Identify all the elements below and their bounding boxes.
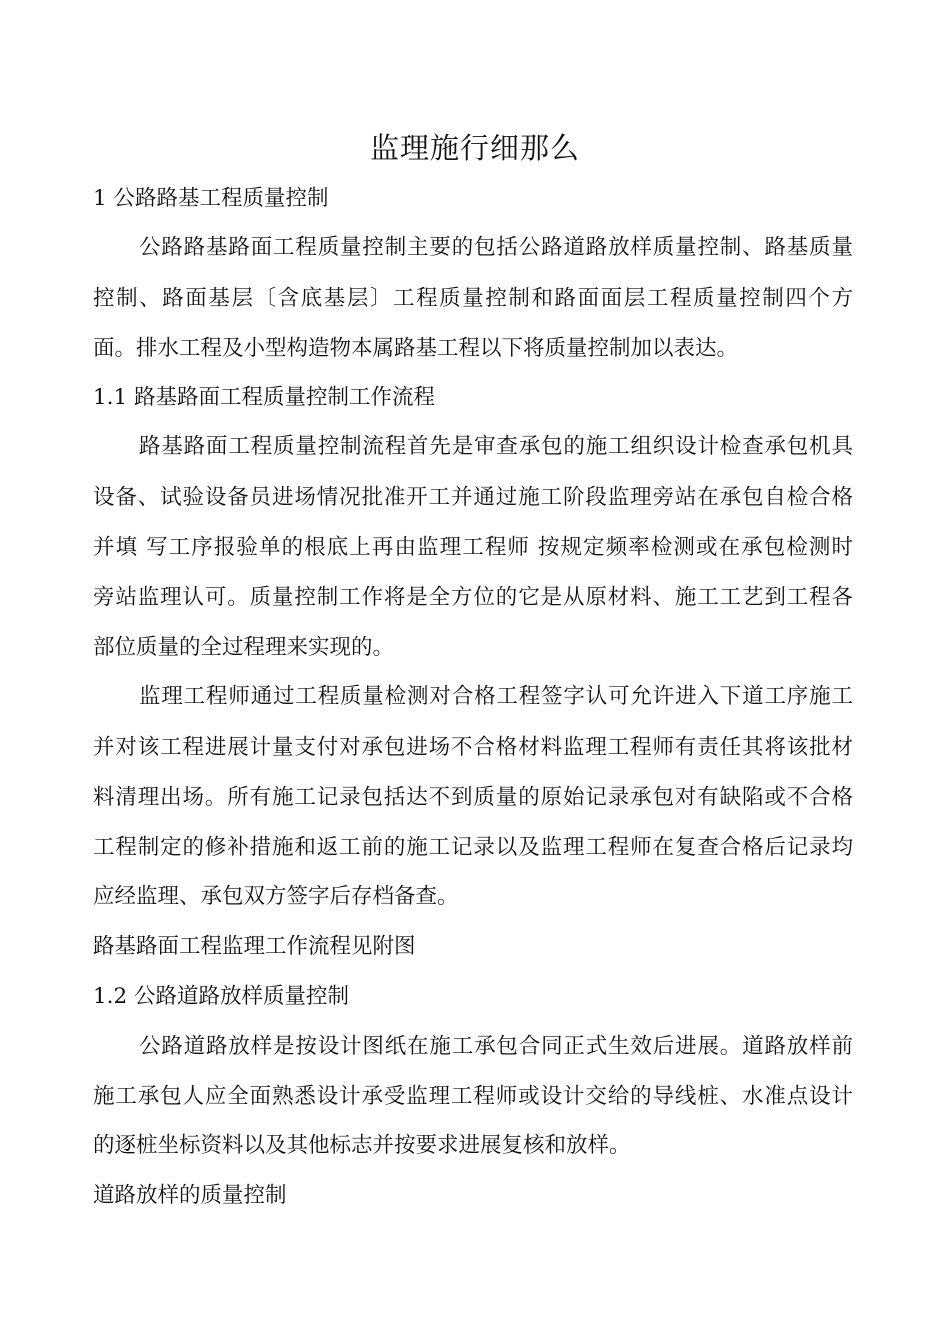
paragraph-line: 设备、试验设备员进场情况批准开工并通过施工阶段监理旁站在承包自检合格 — [93, 485, 853, 510]
paragraph-line: 旁站监理认可。质量控制工作将是全方位的它是从原材料、施工工艺到工程各 — [93, 585, 853, 610]
paragraph-line: 面。排水工程及小型构造物本属路基工程以下将质量控制加以表达。 — [93, 336, 739, 361]
paragraph-line: 料清理出场。所有施工记录包括达不到质量的原始记录承包对有缺陷或不合格 — [93, 785, 853, 810]
flowchart-reference: 路基路面工程监理工作流程见附图 — [93, 934, 416, 959]
paragraph-line: 部位质量的全过程理来实现的。 — [93, 635, 395, 660]
paragraph-line: 监理工程师通过工程质量检测对合格工程签字认可允许进入下道工序施工 — [139, 684, 853, 709]
paragraph-line: 控制、路面基层〔含底基层〕工程质量控制和路面面层工程质量控制四个方 — [93, 286, 853, 311]
paragraph-line: 并填 写工序报验单的根底上再由监理工程师 按规定频率检测或在承包检测时 — [93, 535, 853, 560]
section-heading-1-2: 1.2 公路道路放样质量控制 — [93, 984, 350, 1009]
paragraph-line: 并对该工程进展计量支付对承包进场不合格材料监理工程师有责任其将该批材 — [93, 735, 853, 760]
paragraph-line: 公路道路放样是按设计图纸在施工承包合同正式生效后进展。道路放样前 — [139, 1034, 853, 1059]
paragraph-line: 施工承包人应全面熟悉设计承受监理工程师或设计交给的导线桩、水准点设计 — [93, 1084, 853, 1109]
document-title: 监理施行细那么 — [369, 131, 580, 165]
paragraph-line: 路基路面工程质量控制流程首先是审查承包的施工组织设计检查承包机具 — [139, 434, 853, 459]
section-heading-1-1: 1.1 路基路面工程质量控制工作流程 — [93, 385, 436, 410]
paragraph-line: 的逐桩坐标资料以及其他标志并按要求进展复核和放样。 — [93, 1133, 631, 1158]
paragraph-line: 工程制定的修补措施和返工前的施工记录以及监理工程师在复查合格后记录均 — [93, 835, 853, 860]
subsection-heading: 道路放样的质量控制 — [93, 1183, 287, 1208]
paragraph-line: 公路路基路面工程质量控制主要的包括公路道路放样质量控制、路基质量 — [139, 235, 853, 260]
paragraph-line: 应经监理、承包双方签字后存档备查。 — [93, 884, 459, 909]
section-heading-1: 1 公路路基工程质量控制 — [93, 186, 329, 211]
